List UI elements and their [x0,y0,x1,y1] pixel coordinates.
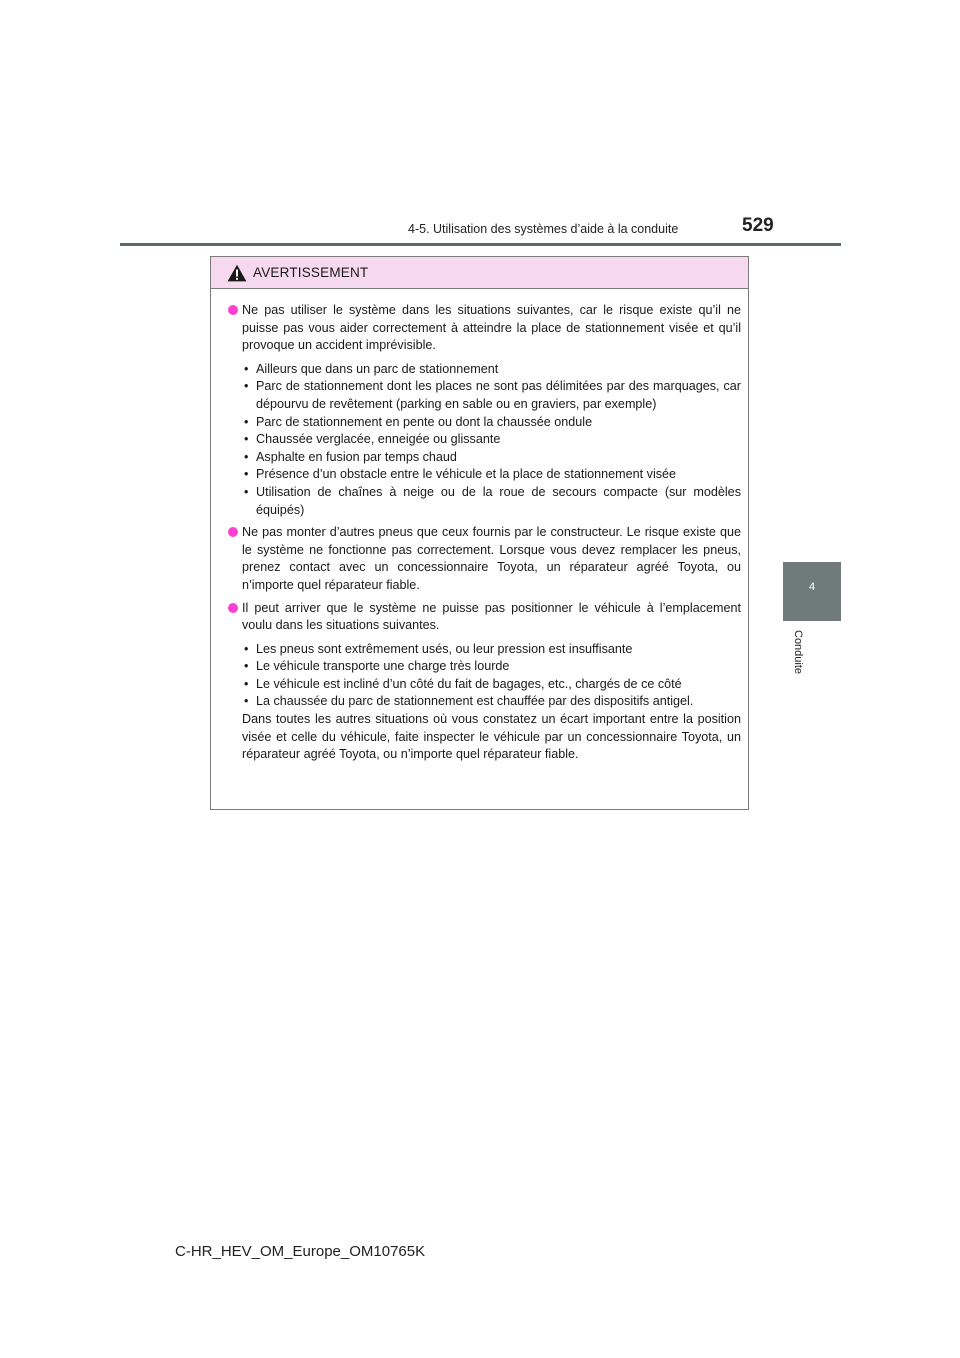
bullet-dot-icon [228,603,238,613]
bullet-dot-icon [228,305,238,315]
list-item: • Parc de stationnement dont les places ne sont pas délimitées par des marquages, car dépourvu de revêtement (parking en sable ou en graviers, par exemple) [242,378,741,413]
list-item: • Ailleurs que dans un parc de stationnement [242,361,741,379]
list-item: • Le véhicule est incliné d’un côté du fait de bagages, etc., chargés de ce côté [242,676,741,694]
list-item: • Les pneus sont extrêmement usés, ou leur pression est insuffisante [242,641,741,659]
bullet-dot-icon [228,527,238,537]
warning-header [211,257,748,289]
list-item: • Le véhicule transporte une charge très lourde [242,658,741,676]
warning-footnote: Dans toutes les autres situations où vous constatez un écart important entre la position visée et celle du véhicule, faite inspecter le véhicule par un concessionnaire Toyota, un réparateur agréé Toyota, ou n’importe quel réparateur fiable. [242,712,741,762]
warning-item [228,302,741,519]
header-rule [120,243,841,246]
warning-item [228,524,741,594]
chapter-number: 4 [808,581,816,593]
section-title: 4-5. Utilisation des systèmes d’aide à la conduite [408,222,679,236]
chapter-label: Conduite [792,630,804,675]
warning-item-text: Ne pas monter d’autres pneus que ceux fournis par le constructeur. Le risque existe que le système ne fonctionne pas correctement. Lorsque vous devez remplacer les pneus, prenez contact avec un concessionnaire Toyota, un réparateur agréé Toyota, ou n’importe quel réparateur fiable. [242,525,741,592]
warning-title: AVERTISSEMENT [253,265,369,280]
condition-list [242,361,741,519]
list-item: • Présence d’un obstacle entre le véhicule et la place de stationnement visée [242,466,741,484]
warning-item-text: Il peut arriver que le système ne puisse pas positionner le véhicule à l’emplacement voulu dans les situations suivantes. [242,600,741,633]
condition-list [242,641,741,711]
warning-item [228,600,741,764]
list-item: • Asphalte en fusion par temps chaud [242,449,741,467]
list-item: • Chaussée verglacée, enneigée ou glissante [242,431,741,449]
warning-body [211,289,748,764]
document-code: C-HR_HEV_OM_Europe_OM10765K [175,1243,426,1260]
warning-box [210,256,749,810]
list-item: • Utilisation de chaînes à neige ou de la roue de secours compacte (sur modèles équipés) [242,484,741,519]
warning-triangle-icon [227,264,247,282]
list-item: • Parc de stationnement en pente ou dont la chaussée ondule [242,414,741,432]
chapter-tab[interactable] [783,562,841,621]
list-item: • La chaussée du parc de stationnement est chauffée par des dispositifs antigel. [242,693,741,711]
warning-item-text: Ne pas utiliser le système dans les situations suivantes, car le risque existe qu’il ne puisse pas vous aider correctement à atteindre la place de stationnement visée et qu’il provoque un accident imprévisible. [242,303,741,353]
page-number: 529 [742,215,774,236]
